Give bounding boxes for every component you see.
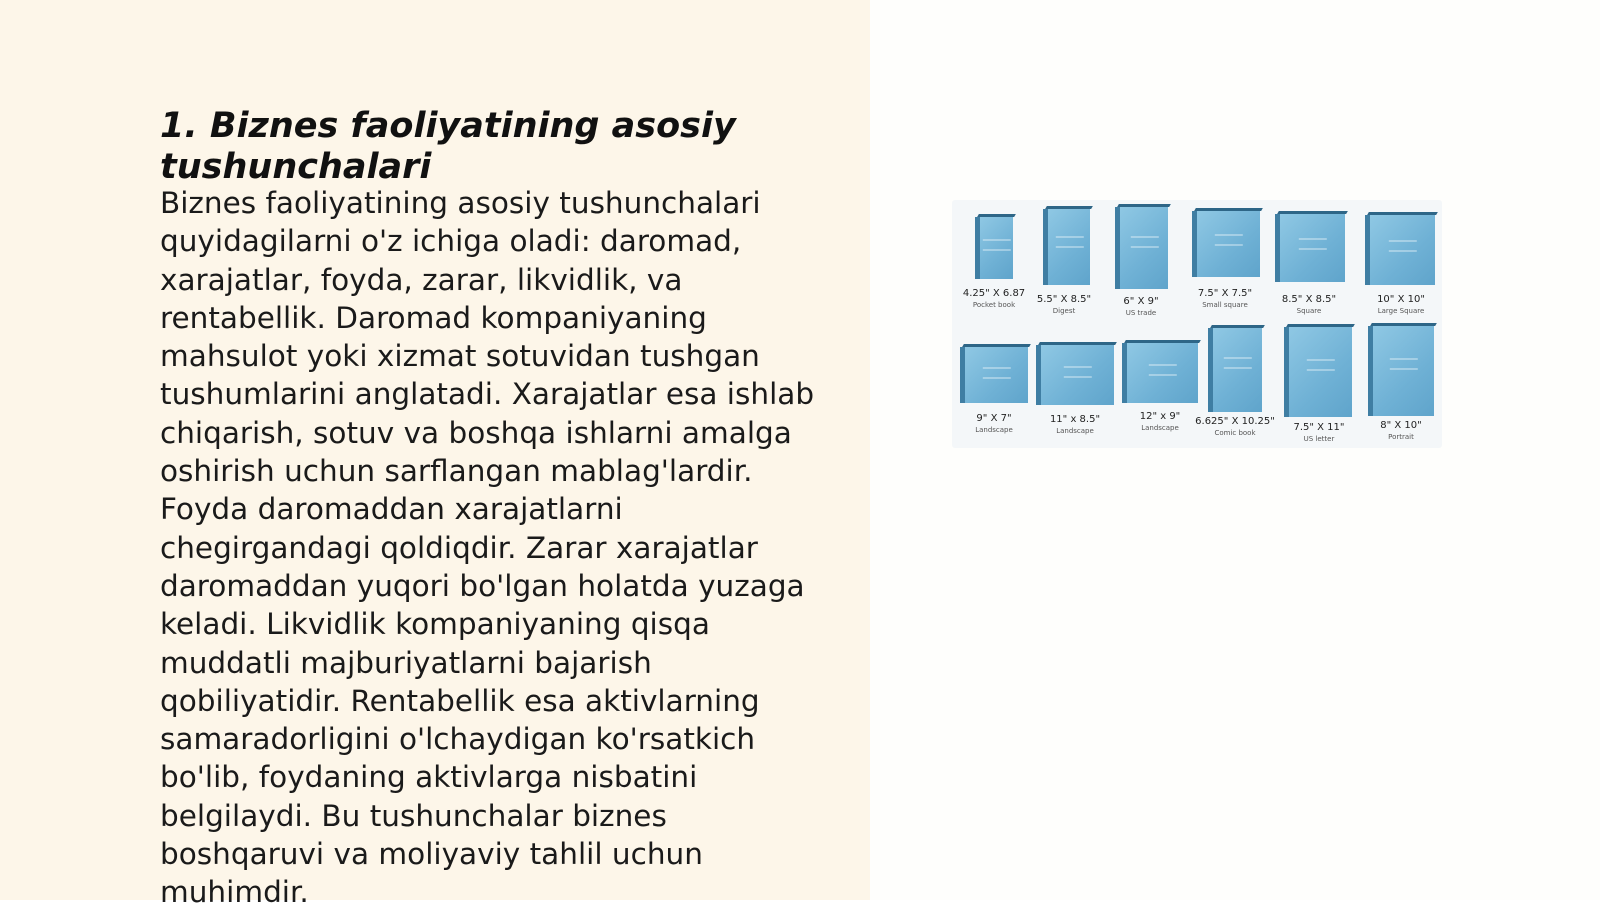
book-cover: [1208, 328, 1262, 412]
book-format-label: US trade: [1125, 309, 1157, 317]
book-cover: [1036, 345, 1114, 405]
book-format-label: Landscape: [1056, 427, 1094, 435]
book-size-label: 8" X 10": [1380, 420, 1422, 431]
book-cover: [1284, 327, 1352, 417]
book-size-label: 10" X 10": [1377, 294, 1425, 305]
book-format-label: Large Square: [1377, 307, 1425, 315]
book-size-label: 6.625" X 10.25": [1195, 416, 1275, 427]
book-cover: [1275, 214, 1345, 282]
book-size-label: 8.5" X 8.5": [1281, 294, 1337, 305]
book-size-label: 5.5" X 8.5": [1036, 294, 1092, 305]
book-cover: [960, 347, 1028, 403]
slide-body-text: Biznes faoliyatining asosiy tushunchalari quyidagilarni o'z ichiga oladi: daromad, xarajatlar, foyda, zarar, likvidlik, va rentabellik. Daromad kompaniyaning mahsulot yoki xizmat sotuvidan tushgan tushumlarini anglatadi. Xarajatlar esa ishlab chiqarish, sotuv va boshqa ishlarni amalga oshirish uchun sarflangan mablag'lardir. Foyda daromaddan xarajatlarni chegirgandagi qoldiqdir. Zarar xarajatlar daromaddan yuqori bo'lgan holatda yuzaga keladi. Likvidlik kompaniyaning qisqa muddatli majburiyatlarni bajarish qobiliyatidir. Rentabellik esa aktivlarning samaradorligini o'lchaydigan ko'rsatkich bo'lib, foydaning aktivlarga nisbatini belgilaydi. Bu tushunchalar biznes boshqaruvi va moliyaviy tahlil uchun muhimdir.: [160, 186, 815, 910]
book-size-label: 9" X 7": [976, 413, 1012, 424]
book-size-label: 6" X 9": [1123, 296, 1159, 307]
book-size-label: 7.5" X 11": [1293, 422, 1345, 433]
right-image-panel: [870, 0, 1600, 900]
book-cover: [1192, 211, 1260, 277]
book-size-label: 12" x 9": [1139, 411, 1181, 422]
book-format-label: Portrait: [1388, 433, 1414, 441]
book-format-label: Digest: [1052, 307, 1076, 315]
slide-title: 1. Biznes faoliyatining asosiy tushunchalari: [160, 106, 736, 187]
book-cover: [1365, 215, 1435, 285]
book-format-label: Square: [1296, 307, 1322, 315]
book-cover: [1043, 209, 1090, 285]
book-cover: [1368, 326, 1434, 416]
book-cover: [1122, 343, 1198, 403]
book-format-label: Landscape: [1141, 424, 1179, 432]
book-size-label: 11" x 8.5": [1049, 414, 1101, 425]
book-cover: [1115, 207, 1168, 289]
book-size-label: 4.25" X 6.87: [962, 288, 1026, 299]
book-format-label: US letter: [1303, 435, 1335, 443]
book-format-label: Comic book: [1214, 429, 1256, 437]
book-format-label: Pocket book: [972, 301, 1016, 309]
book-size-label: 7.5" X 7.5": [1197, 288, 1253, 299]
book-format-label: Small square: [1202, 301, 1248, 309]
book-format-label: Landscape: [975, 426, 1013, 434]
book-sizes-image: [952, 200, 1442, 448]
book-cover: [975, 217, 1013, 279]
